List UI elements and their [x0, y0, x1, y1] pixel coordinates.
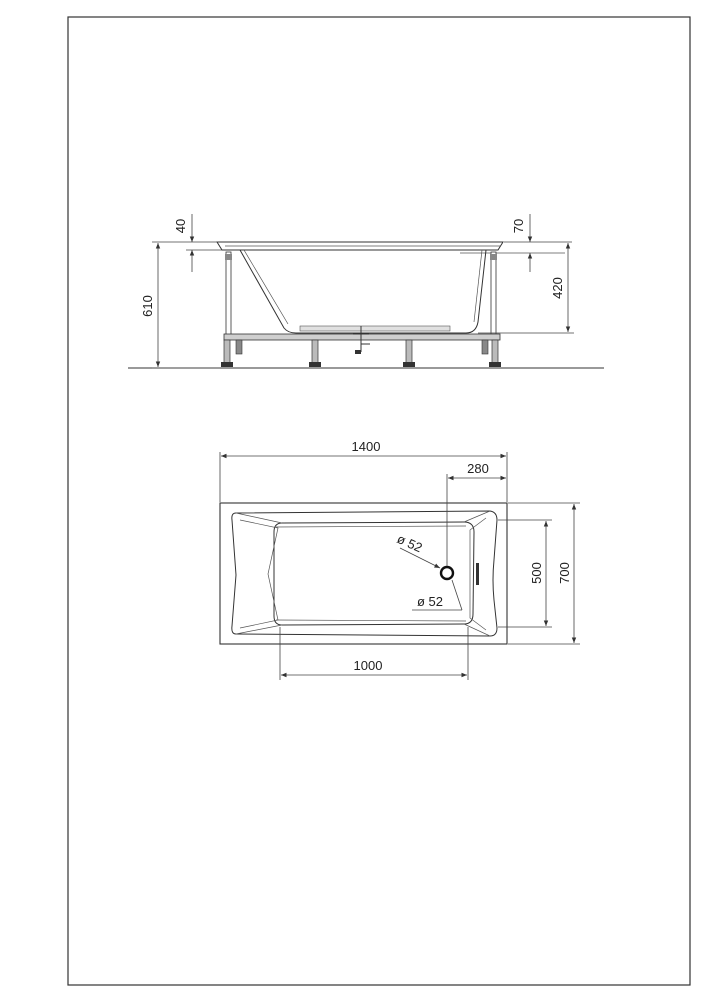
dim-total-height: 610 [140, 295, 155, 317]
side-view [128, 214, 604, 368]
dim-length: 1400 [351, 439, 381, 454]
tub-basin [240, 250, 486, 333]
top-view [220, 439, 580, 680]
overflow [476, 563, 479, 585]
dim-width: 700 [557, 562, 572, 584]
frame-legs [225, 252, 497, 337]
dim-inner-depth: 420 [550, 277, 565, 299]
dim-drain-offset: 280 [467, 461, 489, 476]
dim-inner-length: 1000 [353, 658, 383, 673]
drain-hole [441, 567, 453, 579]
base-frame [224, 334, 500, 340]
drawing-frame [68, 17, 690, 985]
dim-rim-left: 40 [173, 218, 188, 234]
dim-inner-width: 500 [529, 562, 544, 584]
dim-drain-lower: ø 52 [417, 594, 444, 609]
dim-rim-right: 70 [511, 218, 526, 234]
dim-drain-upper: ø 52 [394, 531, 425, 556]
